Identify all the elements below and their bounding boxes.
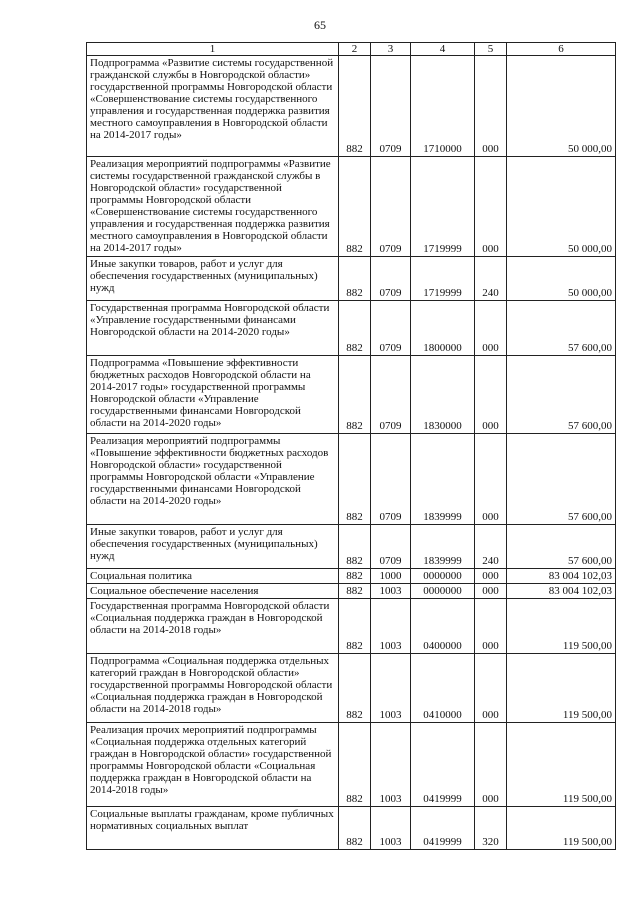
table-row	[87, 569, 616, 584]
row-section-code: 0709	[371, 525, 411, 569]
row-target-code: 0400000	[411, 599, 475, 654]
row-section-code: 0709	[371, 56, 411, 157]
row-amount: 119 500,00	[507, 807, 616, 850]
row-section-code: 0709	[371, 356, 411, 434]
budget-table	[86, 42, 616, 850]
row-section-code: 1003	[371, 807, 411, 850]
row-ministry-code: 882	[339, 56, 371, 157]
row-amount: 57 600,00	[507, 525, 616, 569]
header-col-3: 3	[371, 43, 411, 56]
row-ministry-code: 882	[339, 654, 371, 723]
row-target-code: 0419999	[411, 723, 475, 807]
row-amount: 119 500,00	[507, 723, 616, 807]
row-section-code: 1003	[371, 723, 411, 807]
table-row	[87, 301, 616, 356]
header-col-1: 1	[87, 43, 339, 56]
row-ministry-code: 882	[339, 569, 371, 584]
row-expense-type: 000	[475, 569, 507, 584]
header-col-5: 5	[475, 43, 507, 56]
row-section-code: 0709	[371, 434, 411, 525]
row-name-cell: Государственная программа Новгородской области «Социальная поддержка граждан в Новгородской области на 2014-2018 годы»	[87, 599, 339, 654]
row-amount: 57 600,00	[507, 356, 616, 434]
row-name-cell: Подпрограмма «Повышение эффективности бюджетных расходов Новгородской области на 2014-2017 годы» государственной программы Новгородской области «Управление государственными финансами Новгородской области на 2014-2020 годы»	[87, 356, 339, 434]
row-section-code: 0709	[371, 301, 411, 356]
row-section-code: 0709	[371, 257, 411, 301]
row-target-code: 1830000	[411, 356, 475, 434]
row-name-cell: Государственная программа Новгородской области «Управление государственными финансами Новгородской области на 2014-2020 годы»	[87, 301, 339, 356]
header-col-4: 4	[411, 43, 475, 56]
row-amount: 83 004 102,03	[507, 569, 616, 584]
row-ministry-code: 882	[339, 525, 371, 569]
row-section-code: 1003	[371, 599, 411, 654]
row-target-code: 0410000	[411, 654, 475, 723]
header-col-6: 6	[507, 43, 616, 56]
table-row	[87, 356, 616, 434]
table-row	[87, 257, 616, 301]
row-expense-type: 240	[475, 257, 507, 301]
row-name-cell: Социальные выплаты гражданам, кроме публичных нормативных социальных выплат	[87, 807, 339, 850]
row-expense-type: 000	[475, 301, 507, 356]
row-expense-type: 000	[475, 356, 507, 434]
table-row	[87, 157, 616, 257]
row-target-code: 1839999	[411, 434, 475, 525]
row-expense-type: 000	[475, 599, 507, 654]
row-name-cell: Социальное обеспечение населения	[87, 584, 339, 599]
row-name-cell: Иные закупки товаров, работ и услуг для обеспечения государственных (муниципальных) нужд	[87, 525, 339, 569]
table-row	[87, 807, 616, 850]
row-expense-type: 000	[475, 434, 507, 525]
row-expense-type: 000	[475, 723, 507, 807]
row-ministry-code: 882	[339, 157, 371, 257]
table-row	[87, 599, 616, 654]
row-amount: 50 000,00	[507, 56, 616, 157]
row-amount: 119 500,00	[507, 654, 616, 723]
row-name-cell: Реализация мероприятий подпрограммы «Повышение эффективности бюджетных расходов Новгородской области» государственной программы Новгородской области «Управление государственными финансами Новгородской области на 2014-2020 годы»	[87, 434, 339, 525]
header-col-2: 2	[339, 43, 371, 56]
row-expense-type: 240	[475, 525, 507, 569]
table-row	[87, 525, 616, 569]
table-row	[87, 584, 616, 599]
row-expense-type: 000	[475, 654, 507, 723]
row-name-cell: Реализация мероприятий подпрограммы «Развитие системы государственной гражданской службы в Новгородской области» государственной программы Новгородской области «Совершенствование системы государственного управления и государственная поддержка развития местного самоуправления в Новгородской области на 2014-2017 годы»	[87, 157, 339, 257]
row-ministry-code: 882	[339, 356, 371, 434]
row-amount: 50 000,00	[507, 257, 616, 301]
row-ministry-code: 882	[339, 584, 371, 599]
row-name-cell: Социальная политика	[87, 569, 339, 584]
row-ministry-code: 882	[339, 434, 371, 525]
row-name-cell: Подпрограмма «Социальная поддержка отдельных категорий граждан в Новгородской области» государственной программы Новгородской области «Социальная поддержка граждан в Новгородской области на 2014-2018 годы»	[87, 654, 339, 723]
row-target-code: 0000000	[411, 584, 475, 599]
row-amount: 57 600,00	[507, 434, 616, 525]
row-expense-type: 320	[475, 807, 507, 850]
row-amount: 83 004 102,03	[507, 584, 616, 599]
row-target-code: 1719999	[411, 157, 475, 257]
row-name-cell: Реализация прочих мероприятий подпрограммы «Социальная поддержка отдельных категорий граждан в Новгородской области» государственной программы Новгородской области «Социальная поддержка граждан в Новгородской области на 2014-2018 годы»	[87, 723, 339, 807]
row-expense-type: 000	[475, 56, 507, 157]
row-target-code: 0000000	[411, 569, 475, 584]
row-ministry-code: 882	[339, 599, 371, 654]
row-section-code: 0709	[371, 157, 411, 257]
row-amount: 50 000,00	[507, 157, 616, 257]
row-target-code: 1710000	[411, 56, 475, 157]
row-expense-type: 000	[475, 157, 507, 257]
page-number: 65	[314, 18, 326, 32]
row-name-cell: Иные закупки товаров, работ и услуг для обеспечения государственных (муниципальных) нужд	[87, 257, 339, 301]
row-section-code: 1003	[371, 654, 411, 723]
row-amount: 57 600,00	[507, 301, 616, 356]
row-ministry-code: 882	[339, 723, 371, 807]
table-row	[87, 654, 616, 723]
row-target-code: 1839999	[411, 525, 475, 569]
row-target-code: 0419999	[411, 807, 475, 850]
row-section-code: 1000	[371, 569, 411, 584]
table-header-row	[87, 43, 616, 56]
row-ministry-code: 882	[339, 257, 371, 301]
row-target-code: 1719999	[411, 257, 475, 301]
table-row	[87, 723, 616, 807]
row-expense-type: 000	[475, 584, 507, 599]
table-row	[87, 434, 616, 525]
row-ministry-code: 882	[339, 807, 371, 850]
row-ministry-code: 882	[339, 301, 371, 356]
row-section-code: 1003	[371, 584, 411, 599]
row-target-code: 1800000	[411, 301, 475, 356]
table-row	[87, 56, 616, 157]
row-amount: 119 500,00	[507, 599, 616, 654]
row-name-cell: Подпрограмма «Развитие системы государственной гражданской службы в Новгородской области» государственной программы Новгородской области «Совершенствование системы государственного управления и государственная поддержка развития местного самоуправления в Новгородской области на 2014-2017 годы»	[87, 56, 339, 157]
